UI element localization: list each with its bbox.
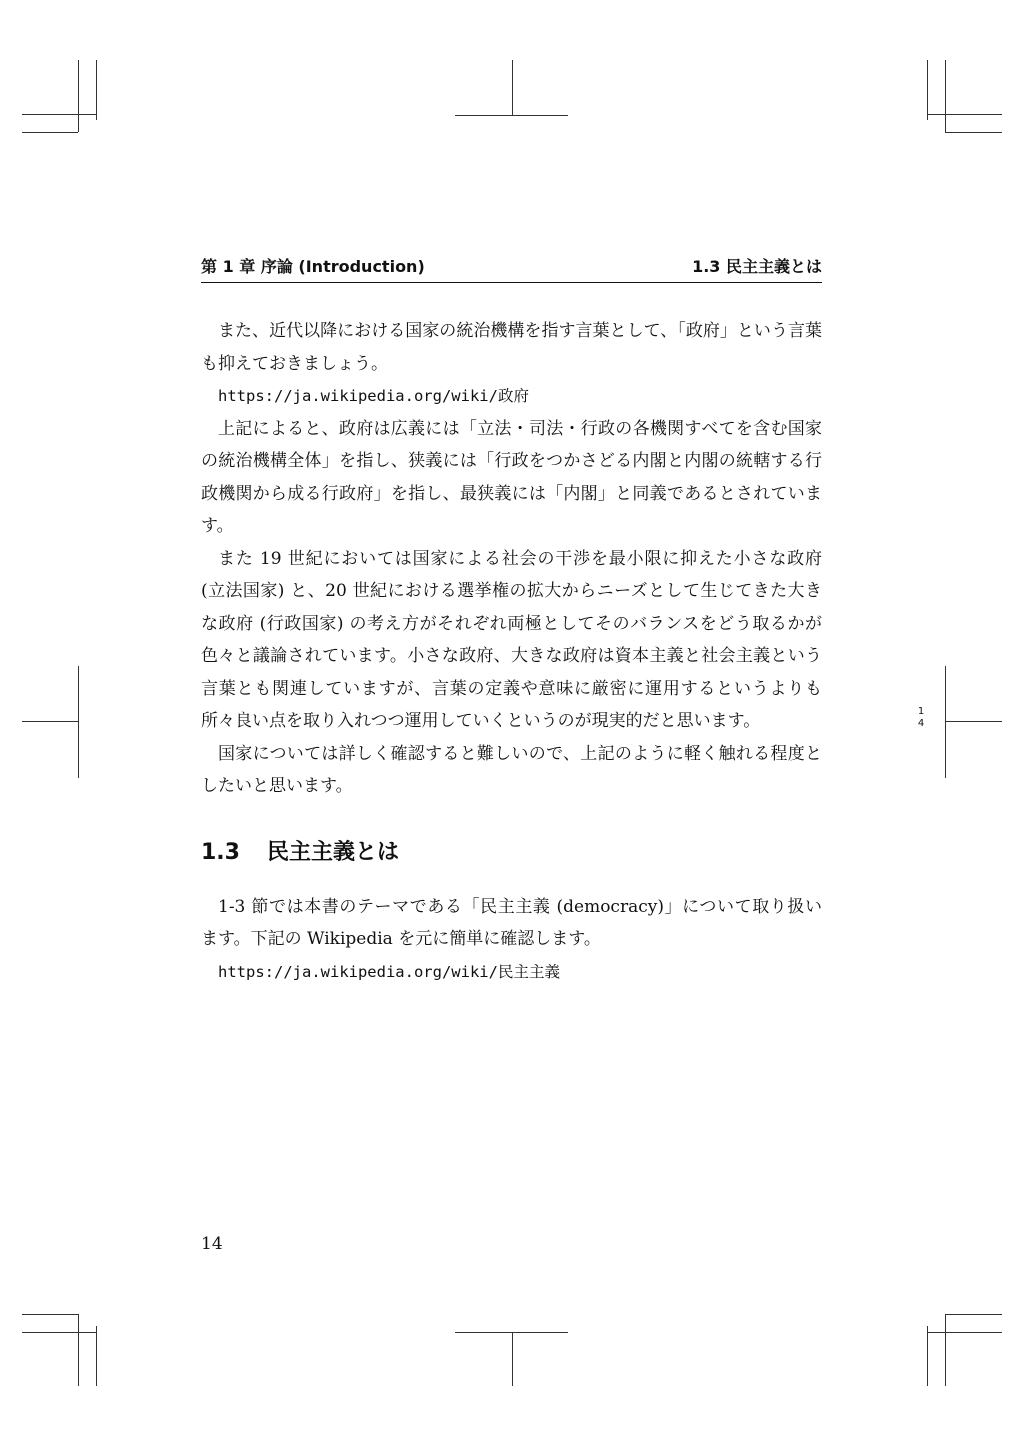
body-text xyxy=(201,315,822,988)
running-head-section: 1.3 民主主義とは xyxy=(692,257,822,276)
paragraph: また、近代以降における国家の統治機構を指す言葉として、「政府」という言葉も抑えておきましょう。 xyxy=(201,321,822,374)
url-link[interactable]: https://ja.wikipedia.org/wiki/政府 xyxy=(218,387,529,405)
side-number-digit: 1 xyxy=(917,706,925,717)
section-title: 民主主義とは xyxy=(267,839,400,865)
paragraph: 国家については詳しく確認すると難しいので、上記のように軽く触れる程度としたいと思います。 xyxy=(201,743,822,796)
paragraph: また 19 世紀においては国家による社会の干渉を最小限に抑えた小さな政府 (立法国家) と、20 世紀における選挙権の拡大からニーズとして生じてきた大きな政府 (行政国家) の考え方がそれぞれ両極としてそのバランスをどう取るかが色々と議論されています。小さな政府、大きな政府は資本主義と社会主義という言葉とも関連していますが、言葉の定義や意味に厳密に運用するというよりも所々良い点を取り入れつつ運用していくというのが現実的だと思います。 xyxy=(201,548,822,731)
side-page-number xyxy=(915,706,927,730)
paragraph: 1-3 節では本書のテーマである「民主主義 (democracy)」について取り扱います。下記の Wikipedia を元に簡単に確認します。 xyxy=(201,896,823,949)
side-number-digit: 4 xyxy=(917,718,925,729)
section-number: 1.3 xyxy=(201,839,240,865)
page-number: 14 xyxy=(201,1234,223,1254)
section-heading xyxy=(201,833,822,873)
paragraph: 上記によると、政府は広義には「立法・司法・行政の各機関すべてを含む国家の統治機構全体」を指し、狭義には「行政をつかさどる内閣と内閣の統轄する行政機関から成る行政府」を指し、最狭義には「内閣」と同義であるとされています。 xyxy=(201,418,822,536)
running-head-chapter: 第 1 章 序論 (Introduction) xyxy=(201,257,425,276)
running-head xyxy=(201,256,822,283)
url-link[interactable]: https://ja.wikipedia.org/wiki/民主主義 xyxy=(218,962,560,981)
